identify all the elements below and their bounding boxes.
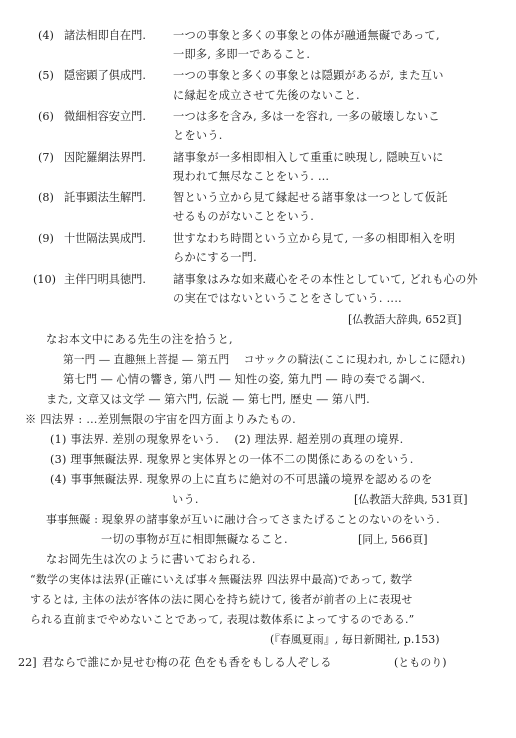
dictionary-reference: [同上, 566頁] — [358, 533, 428, 546]
citation: (『春風夏雨』, 毎日新聞社, p.153) — [270, 633, 440, 646]
gate-number: (9) — [38, 232, 54, 245]
note-line: 第一門 ― 直趣無上菩提 ― 第五門 コサックの騎法(ここに現われ, かしこに隠れ) — [63, 354, 466, 366]
gate-description-line: に縁起を成立させて先後のないこと. — [173, 89, 360, 102]
gate-number: (10) — [33, 273, 56, 286]
gate-name: 因陀羅網法界門. — [64, 151, 146, 164]
gate-description-line: 世すなわち時間という立から見て, 一多の相即相入を明 — [173, 232, 456, 245]
gate-description-line: 智という立から見て縁起せる諸事象は一つとして仮託 — [173, 191, 448, 204]
jiji-muge-line: 事事無礙 : 現象界の諸事象が互いに融け合ってさまたげることのないのをいう. — [46, 513, 440, 526]
gate-number: (7) — [38, 151, 54, 164]
note-intro: なお本文中にある先生の注を拾うと, — [46, 333, 233, 346]
gate-description-line: 一即多, 多即一であること. — [173, 48, 311, 61]
hokkai-line: (1) 事法界. 差別の現象界をいう. (2) 理法界. 超差別の真理の境界. — [50, 433, 404, 446]
quote-line: するとは, 主体の法が客体の法に関心を持ち続けて, 後者が前者の上に表現せ — [30, 593, 413, 606]
note-line: 第七門 ― 心情の響き, 第八門 ― 知性の姿, 第九門 ― 時の奏でる調べ. — [63, 373, 426, 386]
gate-number: (4) — [38, 29, 54, 42]
hokkai-line: (4) 事事無礙法界. 現象界の上に直ちに絶対の不可思議の境界を認めるのを — [50, 473, 433, 486]
gate-description-line: 諸事象はみな如来蔵心をその本性としていて, どれも心の外 — [173, 273, 478, 286]
gate-description-line: らかにする一門. — [173, 251, 257, 264]
poem-number: 22] — [18, 656, 37, 669]
dictionary-reference: [仏教語大辞典, 652頁] — [348, 313, 462, 326]
poem-text: 君ならで誰にか見せむ梅の花 色をも香をもしる人ぞしる — [42, 656, 332, 669]
quote-line: “数学の実体は法界(正確にいえば事々無礙法界 四法界中最高)であって, 数学 — [30, 573, 413, 586]
gate-description-line: 一つは多を含み, 多は一を容れ, 一多の破壊しないこ — [173, 110, 440, 123]
quote-line: られる直前までやめないことであって, 表現は数体系によってするのである.” — [30, 613, 415, 626]
gate-name: 隠密顕了俱成門. — [64, 69, 146, 82]
gate-description-line: 現われて無尽なことをいう. … — [173, 170, 330, 183]
gate-description-line: 一つの事象と多くの事象との体が融通無礙であって, — [173, 29, 440, 42]
dictionary-reference: [仏教語大辞典, 531頁] — [354, 493, 468, 506]
gate-name: 十世隔法異成門. — [64, 232, 146, 245]
gate-number: (5) — [38, 69, 54, 82]
jiji-muge-line: 一切の事物が互に相即無礙なること. — [101, 533, 288, 546]
gate-description-line: 諸事象が一多相即相入して重重に映現し, 隠映互いに — [173, 151, 444, 164]
note-line: また, 文章又は文学 ― 第六門, 伝説 ― 第七門, 歴史 ― 第八門. — [46, 393, 370, 406]
gate-description-line: の実在ではないということをさしていう. ‥‥ — [173, 292, 402, 305]
gate-name: 託事顕法生解門. — [64, 191, 146, 204]
gate-name: 主伴円明具徳門. — [64, 273, 146, 286]
gate-name: 微細相容安立門. — [64, 110, 146, 123]
gate-number: (6) — [38, 110, 54, 123]
gate-description-line: せるものがないことをいう. — [173, 210, 315, 223]
gate-description-line: とをいう. — [173, 129, 223, 142]
gate-description-line: 一つの事象と多くの事象とは隠顕があるが, また互い — [173, 69, 444, 82]
hokkai-line: いう. — [172, 493, 199, 506]
gate-number: (8) — [38, 191, 54, 204]
oka-intro: なお岡先生は次のように書いておられる. — [46, 553, 256, 566]
shi-hokkai-heading: ※ 四法界 : …差別無限の宇宙を四方面よりみたもの. — [25, 413, 296, 426]
gate-name: 諸法相即自在門. — [64, 29, 146, 42]
hokkai-line: (3) 理事無礙法界. 現象界と実体界との一体不二の関係にあるのをいう. — [50, 453, 414, 466]
poem-author: (とものり) — [394, 656, 447, 669]
